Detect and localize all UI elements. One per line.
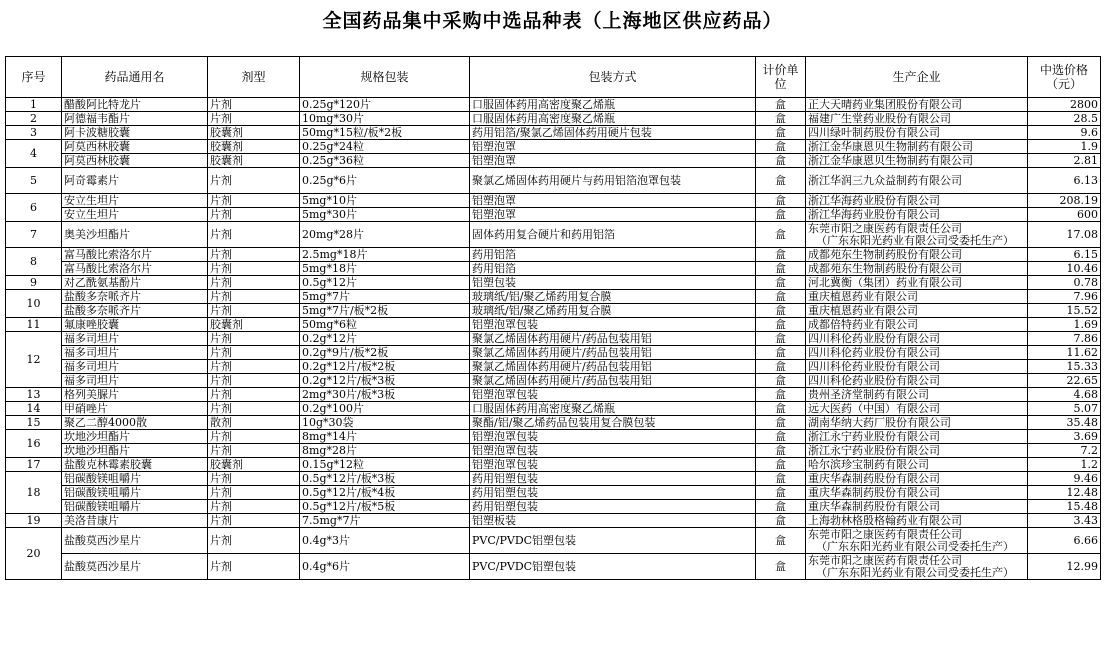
pricing-unit: 盒 <box>756 194 806 208</box>
dosage-form: 片剂 <box>208 360 300 374</box>
pricing-unit: 盒 <box>756 402 806 416</box>
selected-price: 600 <box>1028 208 1101 222</box>
header-cell: 中选价格（元） <box>1028 57 1101 98</box>
table-row <box>6 444 1101 458</box>
manufacturer-note: （广东东阳光药业有限公司受委托生产） <box>816 565 1014 579</box>
table-row <box>6 528 1101 554</box>
dosage-form: 胶囊剂 <box>208 154 300 168</box>
row-number: 1 <box>6 98 62 112</box>
spec-package: 2mg*30片/板*3板 <box>300 388 470 402</box>
drug-name: 铝碳酸镁咀嚼片 <box>62 500 208 514</box>
drug-name: 阿莫西林胶囊 <box>62 154 208 168</box>
spec-package: 0.5g*12片/板*4板 <box>300 486 470 500</box>
row-number: 16 <box>6 430 62 458</box>
drug-name: 坎地沙坦酯片 <box>62 444 208 458</box>
pricing-unit: 盒 <box>756 360 806 374</box>
selected-price: 2800 <box>1028 98 1101 112</box>
dosage-form: 片剂 <box>208 472 300 486</box>
row-number: 3 <box>6 126 62 140</box>
manufacturer: 重庆华森制药股份有限公司 <box>806 486 1028 500</box>
manufacturer: 浙江永宁药业股份有限公司 <box>806 430 1028 444</box>
row-number: 17 <box>6 458 62 472</box>
selected-price: 1.9 <box>1028 140 1101 154</box>
drug-name: 安立生坦片 <box>62 194 208 208</box>
dosage-form: 片剂 <box>208 430 300 444</box>
manufacturer: 浙江华海药业股份有限公司 <box>806 194 1028 208</box>
packaging-method: 药用铝箔 <box>470 248 756 262</box>
drug-name: 奥美沙坦酯片 <box>62 222 208 248</box>
row-number: 14 <box>6 402 62 416</box>
header-cell: 规格包装 <box>300 57 470 98</box>
pricing-unit: 盒 <box>756 486 806 500</box>
drug-name: 富马酸比索洛尔片 <box>62 262 208 276</box>
table-row <box>6 154 1101 168</box>
table-row <box>6 304 1101 318</box>
packaging-method: 铝塑板装 <box>470 514 756 528</box>
selected-price: 22.65 <box>1028 374 1101 388</box>
drug-name: 氟康唑胶囊 <box>62 318 208 332</box>
spec-package: 0.2g*12片/板*3板 <box>300 374 470 388</box>
pricing-unit: 盒 <box>756 388 806 402</box>
table-row <box>6 416 1101 430</box>
spec-package: 0.4g*6片 <box>300 554 470 580</box>
packaging-method: PVC/PVDC铝塑包装 <box>470 554 756 580</box>
dosage-form: 片剂 <box>208 374 300 388</box>
pricing-unit: 盒 <box>756 126 806 140</box>
table-row <box>6 402 1101 416</box>
spec-package: 5mg*10片 <box>300 194 470 208</box>
spec-package: 2.5mg*18片 <box>300 248 470 262</box>
pricing-unit: 盒 <box>756 290 806 304</box>
packaging-method: 铝塑泡罩包装 <box>470 388 756 402</box>
drug-name: 聚乙二醇4000散 <box>62 416 208 430</box>
spec-package: 5mg*30片 <box>300 208 470 222</box>
selected-price: 12.48 <box>1028 486 1101 500</box>
manufacturer: 四川科伦药业股份有限公司 <box>806 360 1028 374</box>
manufacturer: 远大医药（中国）有限公司 <box>806 402 1028 416</box>
selected-price: 15.48 <box>1028 500 1101 514</box>
manufacturer: 上海勃林格殷格翰药业有限公司 <box>806 514 1028 528</box>
pricing-unit: 盒 <box>756 208 806 222</box>
pricing-unit: 盒 <box>756 554 806 580</box>
row-number: 9 <box>6 276 62 290</box>
drug-name: 安立生坦片 <box>62 208 208 222</box>
row-number: 10 <box>6 290 62 318</box>
selected-price: 1.69 <box>1028 318 1101 332</box>
packaging-method: 聚氯乙烯固体药用硬片/药品包装用铝 <box>470 332 756 346</box>
dosage-form: 片剂 <box>208 402 300 416</box>
table-row <box>6 554 1101 580</box>
drug-name: 美洛昔康片 <box>62 514 208 528</box>
drug-name: 甲硝唑片 <box>62 402 208 416</box>
spec-package: 0.5g*12片/板*5板 <box>300 500 470 514</box>
manufacturer: 四川绿叶制药股份有限公司 <box>806 126 1028 140</box>
spec-package: 8mg*28片 <box>300 444 470 458</box>
dosage-form: 片剂 <box>208 112 300 126</box>
header-cell: 序号 <box>6 57 62 98</box>
manufacturer: 湖南华纳大药厂股份有限公司 <box>806 416 1028 430</box>
table-row <box>6 472 1101 486</box>
table-row <box>6 374 1101 388</box>
dosage-form: 胶囊剂 <box>208 458 300 472</box>
dosage-form: 片剂 <box>208 276 300 290</box>
dosage-form: 片剂 <box>208 262 300 276</box>
drug-name: 格列美脲片 <box>62 388 208 402</box>
packaging-method: 聚氯乙烯固体药用硬片/药品包装用铝 <box>470 374 756 388</box>
spec-package: 0.15g*12粒 <box>300 458 470 472</box>
pricing-unit: 盒 <box>756 458 806 472</box>
dosage-form: 片剂 <box>208 388 300 402</box>
row-number: 4 <box>6 140 62 168</box>
spec-package: 5mg*18片 <box>300 262 470 276</box>
packaging-method: PVC/PVDC铝塑包装 <box>470 528 756 554</box>
spec-package: 0.5g*12片 <box>300 276 470 290</box>
spec-package: 20mg*28片 <box>300 222 470 248</box>
table-row <box>6 208 1101 222</box>
selected-price: 4.68 <box>1028 388 1101 402</box>
packaging-method: 铝塑包装 <box>470 276 756 290</box>
spec-package: 10mg*30片 <box>300 112 470 126</box>
table-body <box>6 98 1101 580</box>
table-row <box>6 388 1101 402</box>
manufacturer: 成都苑东生物制药股份有限公司 <box>806 262 1028 276</box>
packaging-method: 聚酯/铝/聚乙烯药品包装用复合膜包装 <box>470 416 756 430</box>
manufacturer <box>806 222 1028 248</box>
pricing-unit: 盒 <box>756 154 806 168</box>
selected-price: 15.52 <box>1028 304 1101 318</box>
pricing-unit: 盒 <box>756 98 806 112</box>
drug-name: 铝碳酸镁咀嚼片 <box>62 486 208 500</box>
manufacturer: 福建广生堂药业股份有限公司 <box>806 112 1028 126</box>
dosage-form: 片剂 <box>208 248 300 262</box>
dosage-form: 片剂 <box>208 332 300 346</box>
table-row <box>6 500 1101 514</box>
drug-name: 对乙酰氨基酚片 <box>62 276 208 290</box>
table-row <box>6 360 1101 374</box>
drug-name: 坎地沙坦酯片 <box>62 430 208 444</box>
spec-package: 0.4g*3片 <box>300 528 470 554</box>
table-row <box>6 194 1101 208</box>
packaging-method: 铝塑泡罩 <box>470 208 756 222</box>
spec-package: 50mg*6粒 <box>300 318 470 332</box>
row-number: 12 <box>6 332 62 388</box>
drug-name: 盐酸多奈哌齐片 <box>62 304 208 318</box>
dosage-form: 胶囊剂 <box>208 318 300 332</box>
packaging-method: 铝塑泡罩 <box>470 140 756 154</box>
manufacturer: 浙江华海药业股份有限公司 <box>806 208 1028 222</box>
dosage-form: 片剂 <box>208 346 300 360</box>
pricing-unit: 盒 <box>756 416 806 430</box>
spec-package: 0.25g*36粒 <box>300 154 470 168</box>
packaging-method: 药用铝箔/聚氯乙烯固体药用硬片包装 <box>470 126 756 140</box>
drug-name: 福多司坦片 <box>62 374 208 388</box>
manufacturer: 哈尔滨珍宝制药有限公司 <box>806 458 1028 472</box>
manufacturer-line: 东莞市阳之康医药有限责任公司 <box>808 553 962 567</box>
manufacturer: 重庆植恩药业有限公司 <box>806 304 1028 318</box>
packaging-method: 口服固体药用高密度聚乙烯瓶 <box>470 402 756 416</box>
manufacturer: 成都倍特药业有限公司 <box>806 318 1028 332</box>
row-number: 20 <box>6 528 62 580</box>
selected-price: 7.86 <box>1028 332 1101 346</box>
spec-package: 0.2g*12片/板*2板 <box>300 360 470 374</box>
dosage-form: 片剂 <box>208 500 300 514</box>
packaging-method: 聚氯乙烯固体药用硬片与药用铝箔泡罩包装 <box>470 168 756 194</box>
row-number: 2 <box>6 112 62 126</box>
selected-price: 2.81 <box>1028 154 1101 168</box>
manufacturer: 河北冀衡（集团）药业有限公司 <box>806 276 1028 290</box>
drug-name: 阿奇霉素片 <box>62 168 208 194</box>
pricing-unit: 盒 <box>756 262 806 276</box>
page-title: 全国药品集中采购中选品种表（上海地区供应药品） <box>322 10 783 32</box>
packaging-method: 铝塑泡罩 <box>470 194 756 208</box>
table-row <box>6 98 1101 112</box>
pricing-unit: 盒 <box>756 332 806 346</box>
selected-price: 3.43 <box>1028 514 1101 528</box>
table-row <box>6 346 1101 360</box>
selected-price: 1.2 <box>1028 458 1101 472</box>
pricing-unit: 盒 <box>756 318 806 332</box>
manufacturer <box>806 554 1028 580</box>
row-number: 18 <box>6 472 62 514</box>
drug-name: 盐酸克林霉素胶囊 <box>62 458 208 472</box>
manufacturer-line: 东莞市阳之康医药有限责任公司 <box>808 221 962 235</box>
pricing-unit: 盒 <box>756 140 806 154</box>
manufacturer: 浙江华润三九众益制药有限公司 <box>806 168 1028 194</box>
packaging-method: 口服固体药用高密度聚乙烯瓶 <box>470 98 756 112</box>
dosage-form: 胶囊剂 <box>208 140 300 154</box>
pricing-unit: 盒 <box>756 514 806 528</box>
selected-price: 28.5 <box>1028 112 1101 126</box>
packaging-method: 聚氯乙烯固体药用硬片/药品包装用铝 <box>470 346 756 360</box>
header-cell: 计价单位 <box>756 57 806 98</box>
pricing-unit: 盒 <box>756 346 806 360</box>
drug-name: 铝碳酸镁咀嚼片 <box>62 472 208 486</box>
packaging-method: 铝塑泡罩包装 <box>470 444 756 458</box>
dosage-form: 片剂 <box>208 194 300 208</box>
drug-name: 阿莫西林胶囊 <box>62 140 208 154</box>
drug-name: 阿卡波糖胶囊 <box>62 126 208 140</box>
dosage-form: 片剂 <box>208 168 300 194</box>
spec-package: 8mg*14片 <box>300 430 470 444</box>
dosage-form: 片剂 <box>208 486 300 500</box>
table-row <box>6 514 1101 528</box>
packaging-method: 药用铝箔 <box>470 262 756 276</box>
spec-package: 0.2g*100片 <box>300 402 470 416</box>
dosage-form: 片剂 <box>208 514 300 528</box>
spec-package: 5mg*7片 <box>300 290 470 304</box>
spec-package: 0.25g*24粒 <box>300 140 470 154</box>
header-cell: 药品通用名 <box>62 57 208 98</box>
manufacturer <box>806 528 1028 554</box>
selected-price: 3.69 <box>1028 430 1101 444</box>
row-number: 5 <box>6 168 62 194</box>
packaging-method: 口服固体药用高密度聚乙烯瓶 <box>470 112 756 126</box>
selected-price: 7.2 <box>1028 444 1101 458</box>
selected-price: 35.48 <box>1028 416 1101 430</box>
table-row <box>6 458 1101 472</box>
header-cell: 包装方式 <box>470 57 756 98</box>
dosage-form: 片剂 <box>208 208 300 222</box>
pricing-unit: 盒 <box>756 276 806 290</box>
packaging-method: 药用铝塑包装 <box>470 486 756 500</box>
packaging-method: 铝塑泡罩 <box>470 154 756 168</box>
pricing-unit: 盒 <box>756 500 806 514</box>
packaging-method: 药用铝塑包装 <box>470 500 756 514</box>
table-row <box>6 276 1101 290</box>
manufacturer: 浙江金华康恩贝生物制药有限公司 <box>806 154 1028 168</box>
drug-name: 福多司坦片 <box>62 346 208 360</box>
spec-package: 0.25g*6片 <box>300 168 470 194</box>
selected-price: 9.6 <box>1028 126 1101 140</box>
selected-price: 17.08 <box>1028 222 1101 248</box>
table-row <box>6 318 1101 332</box>
row-number: 13 <box>6 388 62 402</box>
dosage-form: 片剂 <box>208 444 300 458</box>
packaging-method: 铝塑泡罩包装 <box>470 458 756 472</box>
packaging-method: 药用铝塑包装 <box>470 472 756 486</box>
row-number: 6 <box>6 194 62 222</box>
manufacturer: 四川科伦药业股份有限公司 <box>806 346 1028 360</box>
drug-name: 福多司坦片 <box>62 332 208 346</box>
spec-package: 7.5mg*7片 <box>300 514 470 528</box>
table-row <box>6 168 1101 194</box>
drug-name: 阿德福韦酯片 <box>62 112 208 126</box>
table-row <box>6 332 1101 346</box>
table-row <box>6 486 1101 500</box>
spec-package: 0.2g*9片/板*2板 <box>300 346 470 360</box>
selected-price: 15.33 <box>1028 360 1101 374</box>
packaging-method: 玻璃纸/铝/聚乙烯药用复合膜 <box>470 304 756 318</box>
selected-price: 10.46 <box>1028 262 1101 276</box>
selected-price: 0.78 <box>1028 276 1101 290</box>
dosage-form: 片剂 <box>208 528 300 554</box>
selected-price: 208.19 <box>1028 194 1101 208</box>
manufacturer: 浙江永宁药业股份有限公司 <box>806 444 1028 458</box>
table-row <box>6 290 1101 304</box>
table-row <box>6 262 1101 276</box>
pricing-unit: 盒 <box>756 528 806 554</box>
spec-package: 0.2g*12片 <box>300 332 470 346</box>
pricing-unit: 盒 <box>756 374 806 388</box>
pricing-unit: 盒 <box>756 444 806 458</box>
dosage-form: 片剂 <box>208 98 300 112</box>
manufacturer: 四川科伦药业股份有限公司 <box>806 332 1028 346</box>
row-number: 7 <box>6 222 62 248</box>
dosage-form: 片剂 <box>208 554 300 580</box>
selected-price: 12.99 <box>1028 554 1101 580</box>
spec-package: 0.5g*12片/板*3板 <box>300 472 470 486</box>
row-number: 19 <box>6 514 62 528</box>
table-row <box>6 222 1101 248</box>
packaging-method: 铝塑泡罩包装 <box>470 430 756 444</box>
table-row <box>6 112 1101 126</box>
manufacturer: 重庆华森制药股份有限公司 <box>806 472 1028 486</box>
selected-price: 7.96 <box>1028 290 1101 304</box>
row-number: 11 <box>6 318 62 332</box>
manufacturer-note: （广东东阳光药业有限公司受委托生产） <box>816 233 1014 247</box>
selected-price: 6.15 <box>1028 248 1101 262</box>
dosage-form: 散剂 <box>208 416 300 430</box>
manufacturer: 贵州圣济堂制药有限公司 <box>806 388 1028 402</box>
pricing-unit: 盒 <box>756 168 806 194</box>
spec-package: 5mg*7片/板*2板 <box>300 304 470 318</box>
header-cell: 剂型 <box>208 57 300 98</box>
table-row <box>6 248 1101 262</box>
manufacturer: 重庆植恩药业有限公司 <box>806 290 1028 304</box>
packaging-method: 固体药用复合硬片和药用铝箔 <box>470 222 756 248</box>
selected-price: 6.13 <box>1028 168 1101 194</box>
spec-package: 0.25g*120片 <box>300 98 470 112</box>
dosage-form: 片剂 <box>208 304 300 318</box>
manufacturer: 浙江金华康恩贝生物制药有限公司 <box>806 140 1028 154</box>
table-row <box>6 430 1101 444</box>
pricing-unit: 盒 <box>756 222 806 248</box>
dosage-form: 片剂 <box>208 290 300 304</box>
header-cell: 生产企业 <box>806 57 1028 98</box>
row-number: 15 <box>6 416 62 430</box>
packaging-method: 玻璃纸/铝/聚乙烯药用复合膜 <box>470 290 756 304</box>
drug-name: 盐酸莫西沙星片 <box>62 554 208 580</box>
drug-name: 福多司坦片 <box>62 360 208 374</box>
procurement-table <box>5 56 1101 580</box>
selected-price: 5.07 <box>1028 402 1101 416</box>
row-number: 8 <box>6 248 62 276</box>
table-header-row <box>6 57 1101 98</box>
packaging-method: 聚氯乙烯固体药用硬片/药品包装用铝 <box>470 360 756 374</box>
dosage-form: 胶囊剂 <box>208 126 300 140</box>
pricing-unit: 盒 <box>756 472 806 486</box>
packaging-method: 铝塑泡罩包装 <box>470 318 756 332</box>
manufacturer: 重庆华森制药股份有限公司 <box>806 500 1028 514</box>
selected-price: 6.66 <box>1028 528 1101 554</box>
table-row <box>6 126 1101 140</box>
pricing-unit: 盒 <box>756 112 806 126</box>
selected-price: 9.46 <box>1028 472 1101 486</box>
manufacturer-line: 东莞市阳之康医药有限责任公司 <box>808 527 962 541</box>
spec-package: 10g*30袋 <box>300 416 470 430</box>
drug-name: 盐酸多奈哌齐片 <box>62 290 208 304</box>
selected-price: 11.62 <box>1028 346 1101 360</box>
drug-name: 盐酸莫西沙星片 <box>62 528 208 554</box>
manufacturer: 四川科伦药业股份有限公司 <box>806 374 1028 388</box>
table-row <box>6 140 1101 154</box>
manufacturer: 正大天晴药业集团股份有限公司 <box>806 98 1028 112</box>
dosage-form: 片剂 <box>208 222 300 248</box>
pricing-unit: 盒 <box>756 248 806 262</box>
pricing-unit: 盒 <box>756 430 806 444</box>
drug-name: 醋酸阿比特龙片 <box>62 98 208 112</box>
pricing-unit: 盒 <box>756 304 806 318</box>
drug-name: 富马酸比索洛尔片 <box>62 248 208 262</box>
spec-package: 50mg*15粒/板*2板 <box>300 126 470 140</box>
manufacturer-note: （广东东阳光药业有限公司受委托生产） <box>816 539 1014 553</box>
manufacturer: 成都苑东生物制药股份有限公司 <box>806 248 1028 262</box>
